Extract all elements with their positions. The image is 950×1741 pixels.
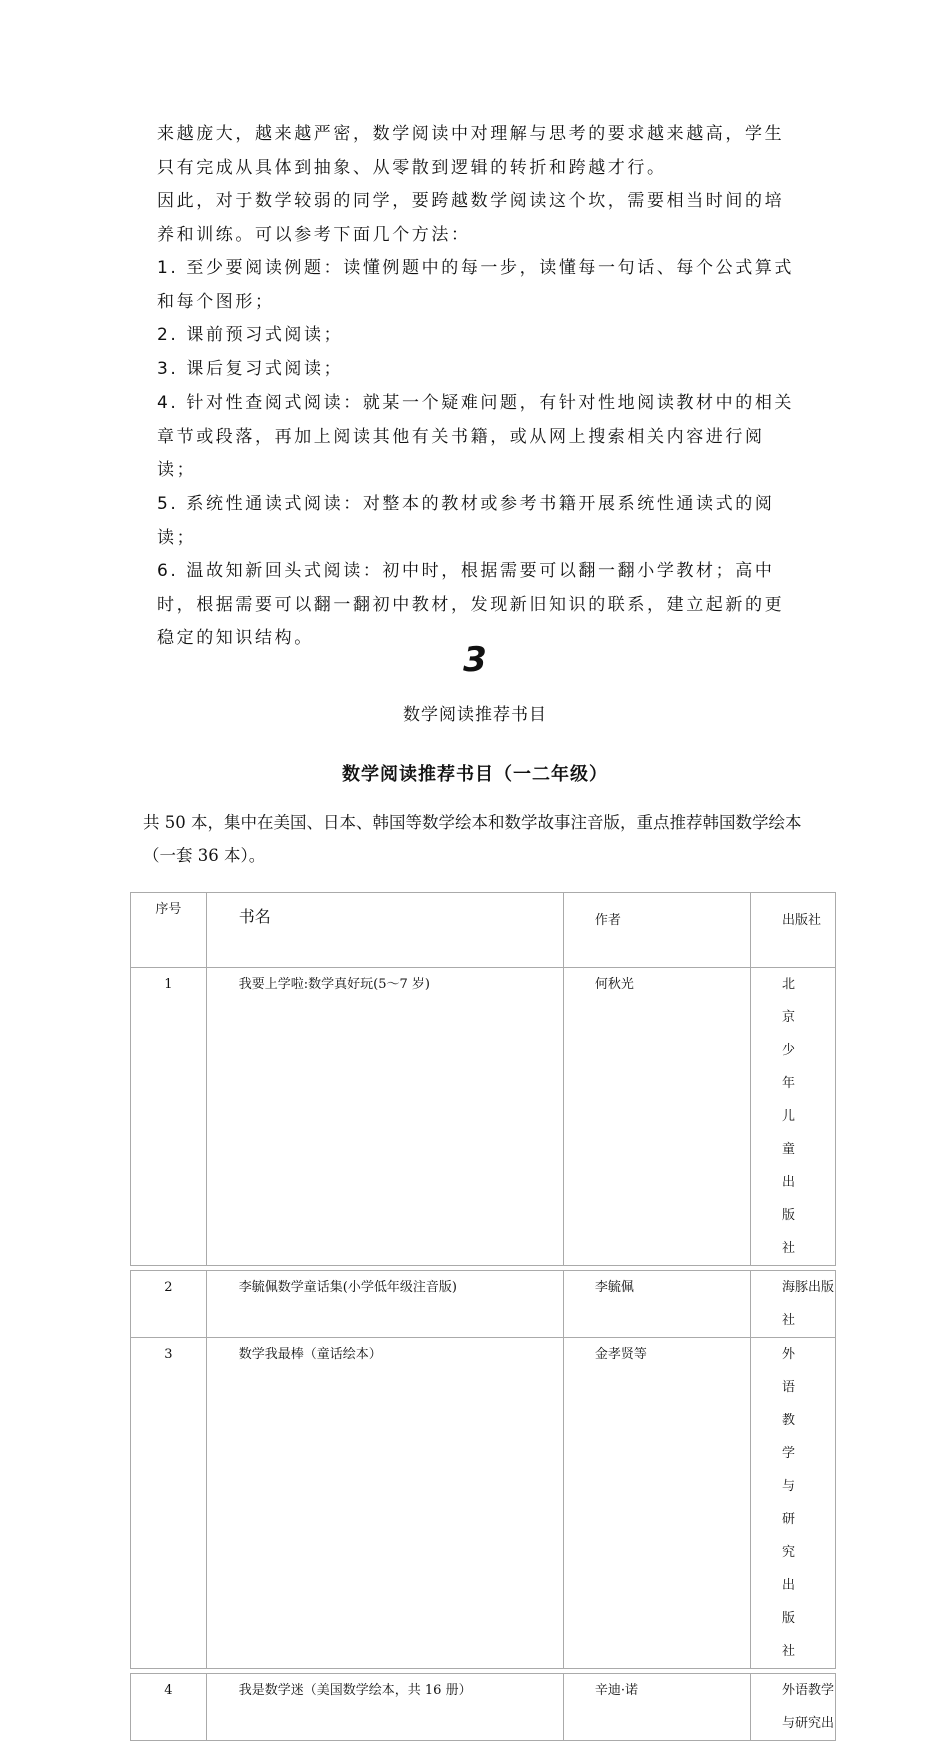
- table-row: [131, 968, 836, 1266]
- paragraph: 5. 系统性通读式阅读：对整本的教材或参考书籍开展系统性通读式的阅读；: [157, 494, 775, 548]
- list-intro: 共 50 本，集中在美国、日本、韩国等数学绘本和数学故事注音版，重点推荐韩国数学绘本（一套 36 本）。: [143, 813, 802, 865]
- section-number: 3: [463, 640, 487, 680]
- row-no: 2: [131, 1271, 207, 1338]
- row-no: 4: [131, 1674, 207, 1741]
- row-author: 金孝贤等: [563, 1338, 750, 1669]
- book-table: [130, 892, 836, 1741]
- paragraph: 3. 课后复习式阅读；: [157, 359, 344, 379]
- table-row: [131, 1271, 836, 1338]
- row-name: 李毓佩数学童话集(小学低年级注音版): [206, 1271, 563, 1338]
- row-author: 李毓佩: [563, 1271, 750, 1338]
- row-no: 3: [131, 1338, 207, 1669]
- header-author: 作者: [563, 893, 750, 968]
- header-no: 序号: [131, 893, 207, 968]
- row-name: 我要上学啦:数学真好玩(5～7 岁): [206, 968, 563, 1266]
- row-name: 数学我最棒（童话绘本）: [206, 1338, 563, 1669]
- row-author: 何秋光: [563, 968, 750, 1266]
- paragraph: 6. 温故知新回头式阅读：初中时，根据需要可以翻一翻小学教材；高中时，根据需要可以翻一翻初中教材，发现新旧知识的联系，建立起新的更稳定的知识结构。: [157, 561, 785, 648]
- paragraph: 1. 至少要阅读例题：读懂例题中的每一步，读懂每一句话、每个公式算式和每个图形；: [157, 258, 795, 312]
- header-name: 书名: [206, 893, 563, 968]
- paragraph: 2. 课前预习式阅读；: [157, 325, 344, 345]
- row-author: 辛迪·诺: [563, 1674, 750, 1741]
- table-header-row: [131, 893, 836, 968]
- list-title: 数学阅读推荐书目（一二年级）: [342, 764, 608, 785]
- paragraph: 来越庞大，越来越严密，数学阅读中对理解与思考的要求越来越高，学生只有完成从具体到抽象、从零散到逻辑的转折和跨越才行。: [157, 124, 785, 178]
- table-row: [131, 1674, 836, 1741]
- section-subtitle: 数学阅读推荐书目: [403, 705, 547, 725]
- paragraph: 因此，对于数学较弱的同学，要跨越数学阅读这个坎，需要相当时间的培养和训练。可以参考下面几个方法：: [157, 191, 785, 245]
- header-publisher: 出版社: [750, 893, 835, 968]
- row-publisher: 外语教学与研究出版社: [750, 1338, 835, 1669]
- table-row: [131, 1338, 836, 1669]
- paragraph: 4. 针对性查阅式阅读：就某一个疑难问题，有针对性地阅读教材中的相关章节或段落，再加上阅读其他有关书籍，或从网上搜索相关内容进行阅读；: [157, 393, 795, 480]
- row-name: 我是数学迷（美国数学绘本，共 16 册）: [206, 1674, 563, 1741]
- row-publisher: 北京少年儿童出版社: [750, 968, 835, 1266]
- row-publisher: 海豚出版社: [750, 1271, 835, 1338]
- row-no: 1: [131, 968, 207, 1266]
- row-publisher: 外语教学与研究出: [750, 1674, 835, 1741]
